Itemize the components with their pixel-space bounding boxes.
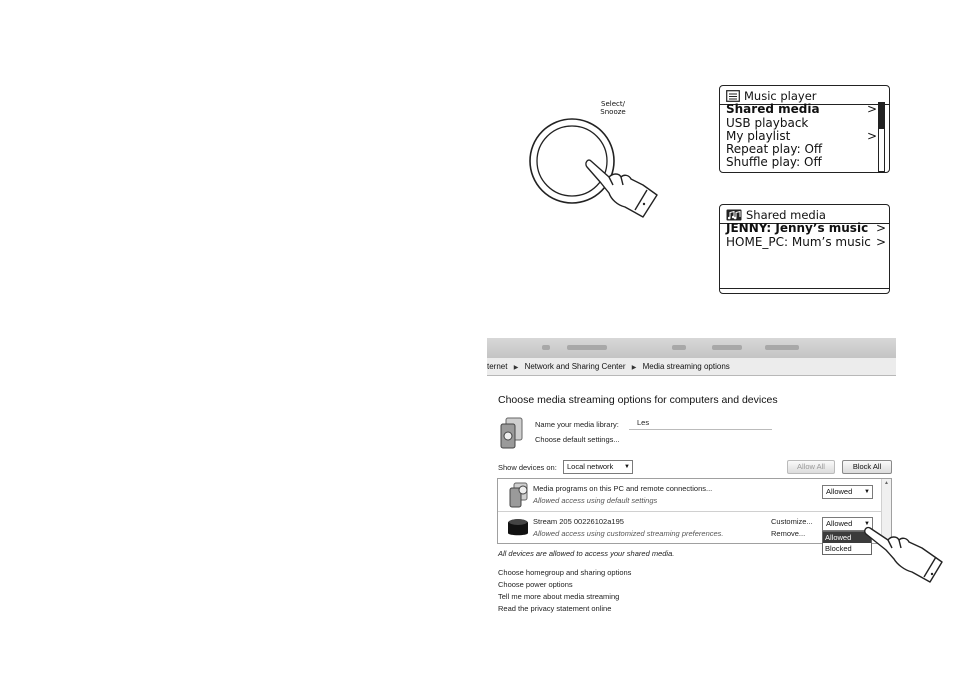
device-name: Stream 205 00226102a195 xyxy=(533,517,624,526)
server-item-jenny[interactable]: JENNY: Jenny’s music xyxy=(726,221,869,235)
breadcrumb xyxy=(487,358,896,376)
show-devices-select[interactable] xyxy=(563,460,633,474)
menu-item-shared-media[interactable]: Shared media xyxy=(726,102,820,116)
screen-header xyxy=(726,88,817,103)
media-streaming-options-window xyxy=(487,338,896,626)
show-devices-value: Local network xyxy=(567,462,614,471)
screen-title: Shared media xyxy=(746,207,826,222)
select-snooze-knob[interactable] xyxy=(525,115,665,220)
device-permission-select[interactable] xyxy=(822,485,873,499)
chevron-down-icon: ▼ xyxy=(864,521,870,527)
select-snooze-label xyxy=(583,100,643,116)
breadcrumb-arrow-icon: ▶ xyxy=(631,365,637,371)
homegroup-link[interactable]: Choose homegroup and sharing options xyxy=(498,568,632,577)
chevron-right-icon: > xyxy=(867,102,878,116)
chevron-right-icon: > xyxy=(876,221,887,235)
device-permission-value: Allowed xyxy=(826,487,853,496)
breadcrumb-item[interactable]: Network and Sharing Center xyxy=(524,362,626,371)
library-name-input[interactable]: Les xyxy=(629,417,772,430)
server-item-home-pc[interactable]: HOME_PC: Mum’s music xyxy=(726,235,871,249)
show-devices-label: Show devices on: xyxy=(498,463,557,472)
allow-all-button[interactable]: Allow All xyxy=(787,460,835,474)
breadcrumb-item[interactable]: Media streaming options xyxy=(642,362,730,371)
chevron-down-icon: ▼ xyxy=(624,464,630,470)
library-name-label: Name your media library: xyxy=(535,420,619,429)
all-allowed-note: All devices are allowed to access your shared media. xyxy=(498,549,675,558)
remove-link[interactable]: Remove... xyxy=(771,529,806,538)
media-programs-icon xyxy=(508,482,530,508)
option-allowed[interactable]: Allowed xyxy=(823,532,871,543)
knob-label-line2: Snooze xyxy=(600,108,626,116)
scroll-up-icon[interactable]: ▲ xyxy=(884,480,889,486)
chevron-right-icon: > xyxy=(876,235,887,249)
scrollbar-thumb xyxy=(879,103,884,129)
choose-default-settings-link[interactable]: Choose default settings... xyxy=(535,435,620,444)
shared-media-screen xyxy=(719,204,890,294)
option-blocked[interactable]: Blocked xyxy=(825,544,852,553)
chevron-right-icon: > xyxy=(867,129,878,143)
device-permission-value: Allowed xyxy=(826,519,853,528)
customize-link[interactable]: Customize... xyxy=(771,517,813,526)
shared-media-icon xyxy=(726,209,742,221)
menu-item-my-playlist[interactable]: My playlist xyxy=(726,129,791,143)
knob-label-line1: Select/ xyxy=(601,100,625,108)
menu-item-repeat-play[interactable]: Repeat play: Off xyxy=(726,142,823,156)
screen-header xyxy=(726,207,826,222)
media-streaming-help-link[interactable]: Tell me more about media streaming xyxy=(498,592,620,601)
scrollbar xyxy=(878,102,885,172)
menu-item-usb-playback[interactable]: USB playback xyxy=(726,116,809,130)
list-menu-icon xyxy=(726,90,740,102)
device-status: Allowed access using default settings xyxy=(533,496,658,505)
pointing-hand-icon xyxy=(862,522,950,584)
screen-title: Music player xyxy=(744,88,817,103)
breadcrumb-arrow-icon: ▶ xyxy=(513,365,519,371)
breadcrumb-item[interactable]: ternet xyxy=(487,362,508,371)
device-status: Allowed access using customized streaming preferences. xyxy=(533,529,724,538)
power-options-link[interactable]: Choose power options xyxy=(498,580,573,589)
menu-item-shuffle-play[interactable]: Shuffle play: Off xyxy=(726,155,822,169)
window-titlebar xyxy=(487,338,896,358)
device-row[interactable] xyxy=(498,479,881,510)
block-all-button[interactable]: Block All xyxy=(842,460,892,474)
media-library-icon xyxy=(498,416,526,450)
device-name: Media programs on this PC and remote connections... xyxy=(533,484,713,493)
privacy-statement-link[interactable]: Read the privacy statement online xyxy=(498,604,612,613)
page-title: Choose media streaming options for computers and devices xyxy=(498,394,778,406)
music-player-screen xyxy=(719,85,890,173)
chevron-down-icon: ▼ xyxy=(864,489,870,495)
stream-radio-icon xyxy=(506,515,530,537)
